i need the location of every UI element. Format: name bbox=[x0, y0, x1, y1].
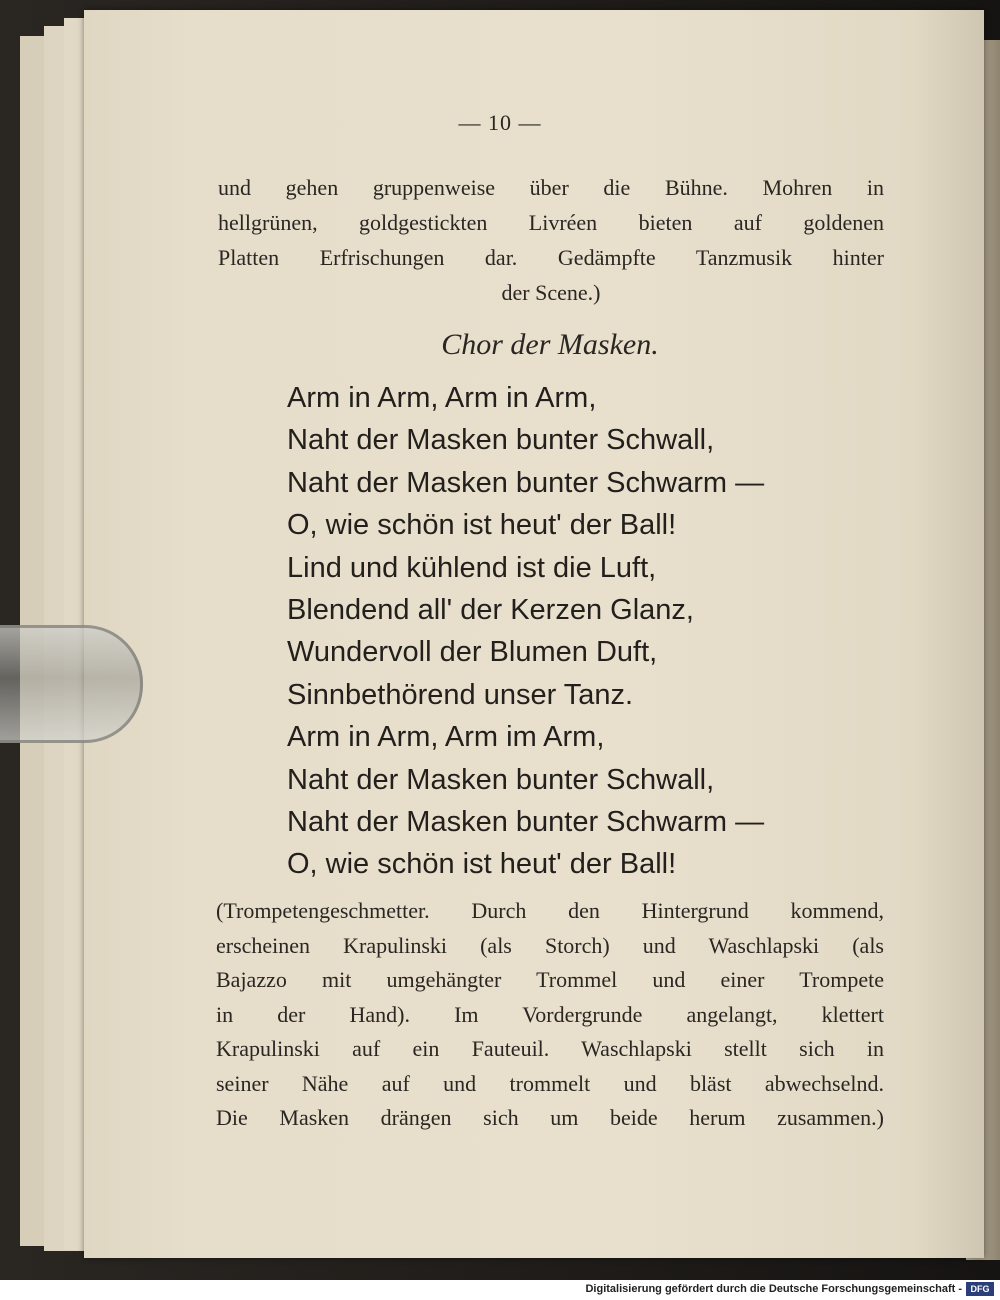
verse-line: Arm in Arm, Arm in Arm, bbox=[287, 382, 597, 414]
stage-direction-line: in der Hand). Im Vordergrunde angelangt, klettert bbox=[216, 1001, 884, 1027]
stage-direction-line: und gehen gruppenweise über die Bühne. Mohren in bbox=[218, 175, 884, 200]
chorus-heading: Chor der Masken. bbox=[441, 328, 659, 361]
stage-direction-line: Die Masken drängen sich um beide herum zusammen.) bbox=[216, 1105, 884, 1130]
verse-line: Sinnbethörend unser Tanz. bbox=[287, 678, 634, 711]
dfg-logo: DFG bbox=[966, 1282, 994, 1296]
verse-line: Lind und kühlend ist die Luft, bbox=[287, 551, 657, 584]
stage-direction-line: hellgrünen, goldgestickten Livréen bieten auf goldenen bbox=[218, 210, 884, 235]
footer-credit: Digitalisierung gefördert durch die Deutsche Forschungsgemeinschaft - bbox=[585, 1283, 962, 1295]
verse-line: Naht der Masken bunter Schwarm — bbox=[287, 806, 765, 839]
verse-line: Blendend all' der Kerzen Glanz, bbox=[287, 594, 694, 627]
stage-direction-line: Platten Erfrischungen dar. Gedämpfte Tanzmusik hinter bbox=[218, 245, 884, 270]
verse-line: Naht der Masken bunter Schwarm — bbox=[287, 466, 765, 499]
stage-direction-top bbox=[218, 170, 884, 310]
verse-line: O, wie schön ist heut' der Ball! bbox=[287, 848, 677, 881]
page-holder-clip bbox=[0, 625, 143, 743]
stage-direction-line: seiner Nähe auf und trommelt und bläst abwechselnd. bbox=[216, 1070, 884, 1096]
stage-direction-line: Krapulinski auf ein Fauteuil. Waschlapski stellt sich in bbox=[216, 1036, 884, 1061]
stage-direction-bottom bbox=[216, 894, 884, 1136]
verse-line: O, wie schön ist heut' der Ball! bbox=[287, 509, 677, 542]
stage-direction-line: erscheinen Krapulinski (als Storch) und Waschlapski (als bbox=[216, 932, 884, 958]
stage-direction-line: der Scene.) bbox=[501, 280, 601, 305]
verse-line: Wundervoll der Blumen Duft, bbox=[287, 636, 658, 669]
stage-direction-line: (Trompetengeschmetter. Durch den Hintergrund kommend, bbox=[216, 898, 884, 923]
stage-direction-line: Bajazzo mit umgehängter Trommel und einer Trompete bbox=[216, 967, 884, 992]
page-number: — 10 — bbox=[458, 110, 542, 135]
verse-line: Naht der Masken bunter Schwall, bbox=[287, 763, 715, 796]
chorus-verse bbox=[287, 377, 764, 886]
verse-line: Naht der Masken bunter Schwall, bbox=[287, 424, 715, 457]
verse-line: Arm in Arm, Arm im Arm, bbox=[287, 721, 605, 754]
